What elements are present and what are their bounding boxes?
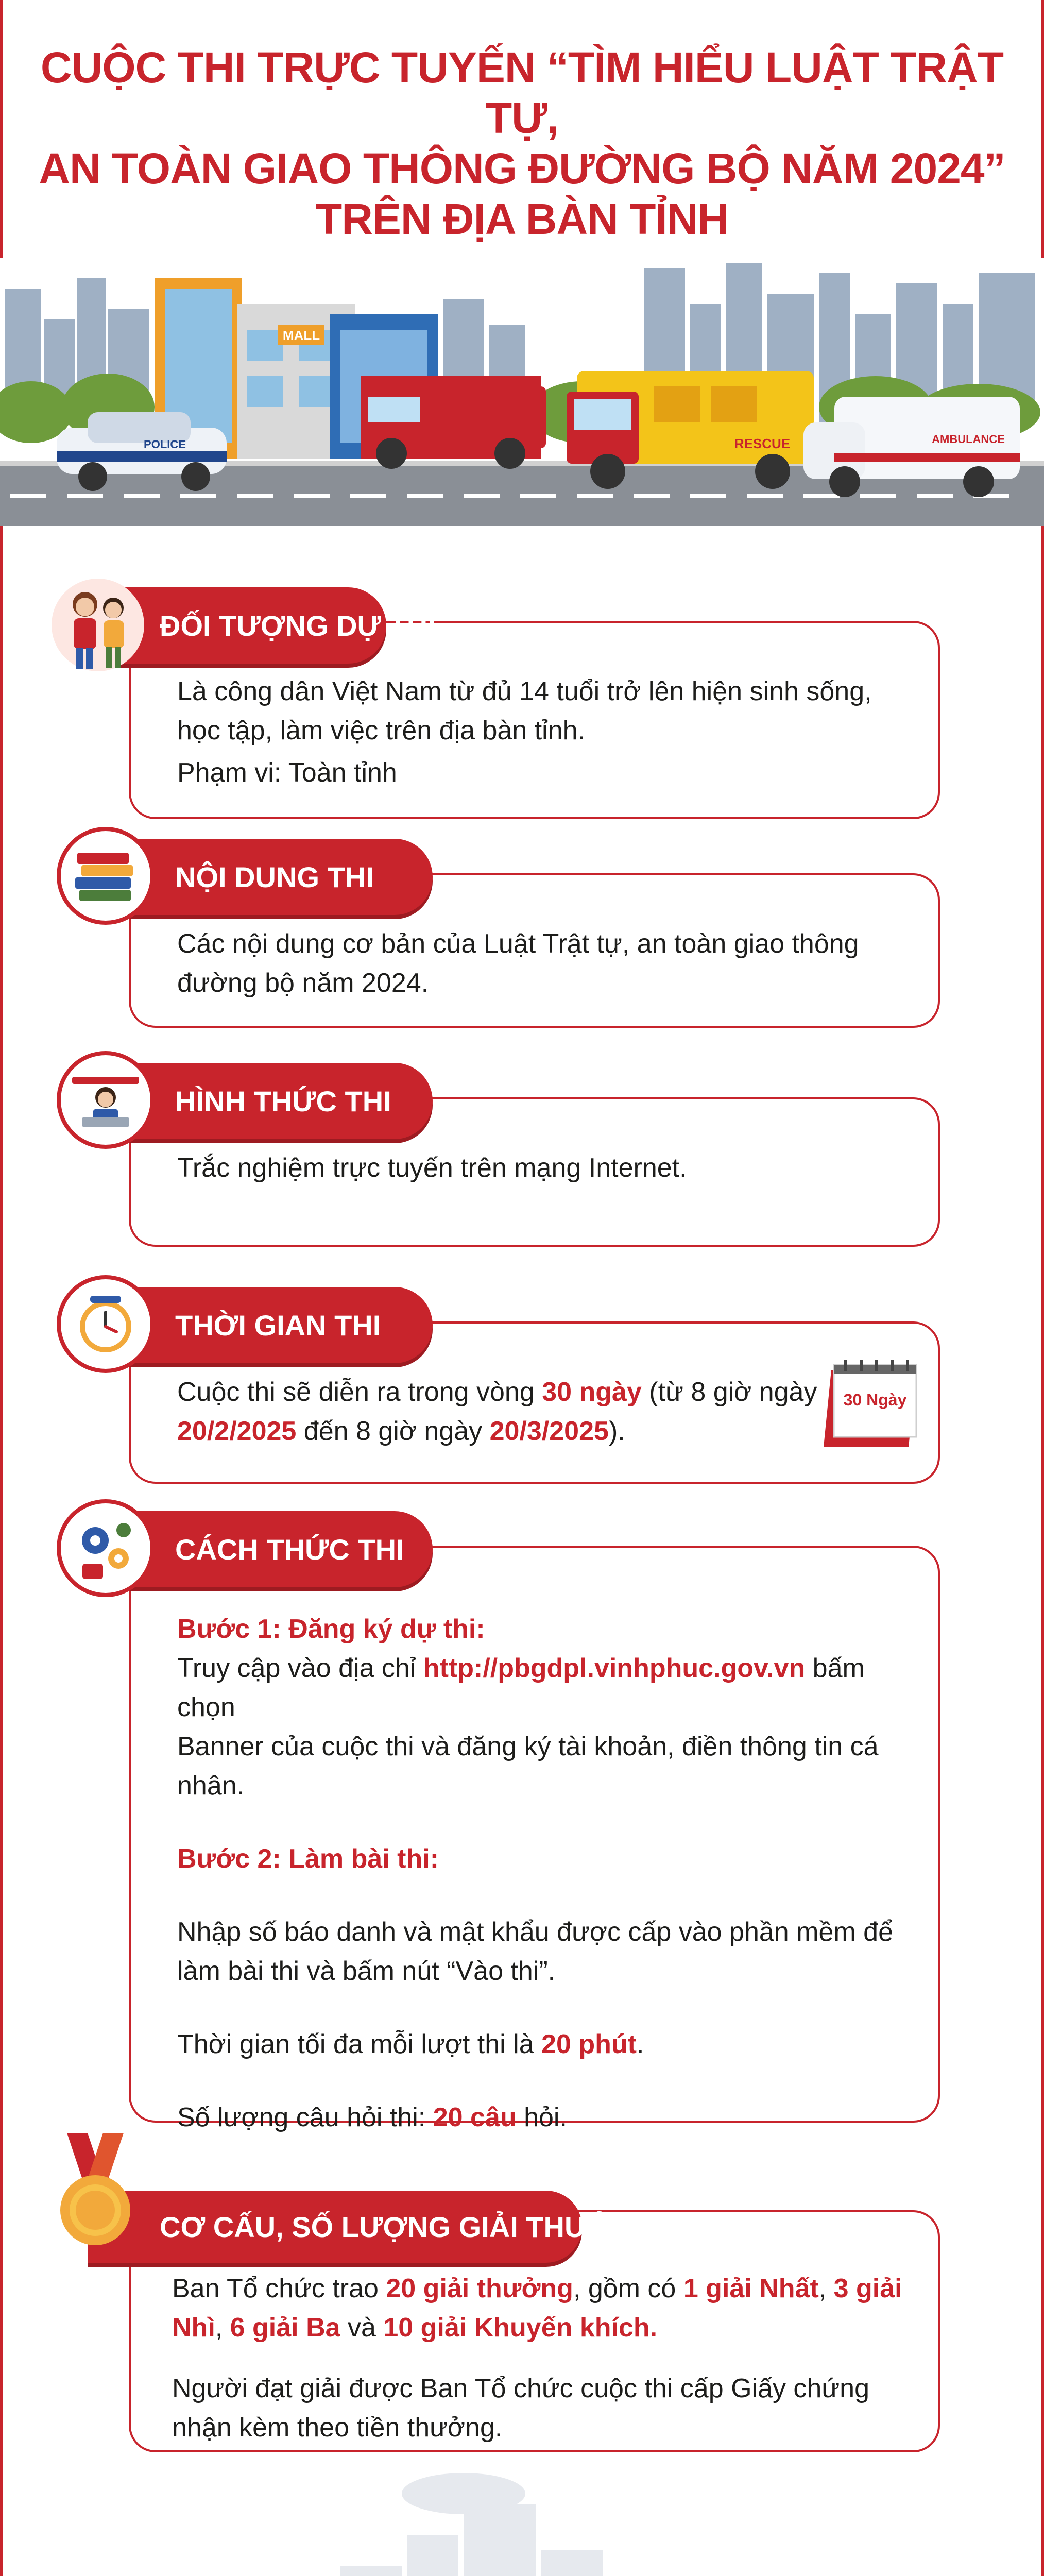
content-line-2: đường bộ năm 2024. [177, 968, 429, 998]
method-limit-pre: Thời gian tối đa mỗi lượt thi là [177, 2029, 542, 2059]
method-text [177, 1609, 909, 2137]
participants-text [177, 672, 938, 792]
content-heading-label: NỘI DUNG THI [175, 860, 374, 893]
time-end-date: 20/3/2025 [489, 1416, 609, 1446]
prizes-first: 1 giải Nhất [683, 2274, 819, 2303]
participants-heading-label: ĐỐI TƯỢNG DỰ THI [160, 609, 436, 642]
prizes-third: 6 giải Ba [230, 2313, 340, 2343]
prizes-total: 20 giải thưởng [386, 2274, 573, 2303]
participants-line-2: học tập, làm việc trên địa bàn tỉnh. [177, 716, 586, 745]
format-line-1: Trắc nghiệm trực tuyến trên mạng Internet. [177, 1153, 687, 1183]
format-heading-label: HÌNH THỨC THI [175, 1084, 391, 1117]
page-title [31, 42, 1013, 244]
time-line-2 [177, 1412, 821, 1451]
prizes-second-b: Nhì [172, 2313, 215, 2343]
method-count-pre: Số lượng câu hỏi thi: [177, 2103, 433, 2132]
prizes-mid: , gồm có [573, 2274, 683, 2303]
prizes-second-a: 3 giải [833, 2274, 902, 2303]
books-icon [57, 827, 155, 925]
city-traffic-illustration [0, 258, 1044, 526]
method-step1-url[interactable]: http://pbgdpl.vinhphuc.gov.vn [423, 1653, 806, 1683]
method-step1-title: Bước 1: Đăng ký dự thi: [177, 1614, 485, 1644]
emergency-vehicles-illustration [0, 2473, 1044, 2576]
prizes-line-1 [172, 2269, 903, 2308]
content-text [177, 924, 938, 1003]
prizes-encourage: 10 giải Khuyến khích. [383, 2313, 658, 2343]
time-pre: Cuộc thi sẽ diễn ra trong vòng [177, 1377, 542, 1407]
time-line-1 [177, 1372, 821, 1412]
method-limit-value: 20 phút [541, 2029, 637, 2059]
participants-scope: Phạm vi: Toàn tỉnh [177, 758, 397, 788]
method-count-post: hỏi. [516, 2103, 567, 2132]
method-step1-line-1 [177, 1649, 909, 1727]
method-step2-line-1: Nhập số báo danh và mật khẩu được cấp vào phần mềm để [177, 1917, 893, 1947]
content-line-1: Các nội dung cơ bản của Luật Trật tự, an toàn giao thông [177, 929, 859, 959]
time-heading-label: THỜI GIAN THI [175, 1309, 381, 1342]
method-step1-post: bấm chọn [177, 1653, 865, 1722]
people-icon [49, 576, 147, 674]
calendar-icon [821, 1354, 924, 1452]
ambulance-sign: AMBULANCE [932, 433, 1005, 446]
bottom-skyline [340, 2473, 664, 2576]
prizes-heading [88, 2191, 657, 2263]
method-time-limit [177, 2025, 909, 2064]
method-step2-title: Bước 2: Làm bài thi: [177, 1844, 439, 1874]
time-days: 30 ngày [542, 1377, 642, 1407]
method-card [129, 1546, 940, 2132]
process-icon [57, 1499, 155, 1597]
prizes-sep-2: , [215, 2313, 230, 2343]
title-line-1: CUỘC THI TRỰC TUYẾN “TÌM HIỂU LUẬT TRẬT TỰ, [40, 43, 1004, 142]
prizes-and: và [340, 2313, 384, 2343]
method-step1-line-2: Banner của cuộc thi và đăng ký tài khoản, điền thông tin cá [177, 1732, 879, 1761]
mall-sign: MALL [282, 328, 320, 343]
prizes-sep-1: , [818, 2274, 834, 2303]
prizes-heading-label: CƠ CẤU, SỐ LƯỢNG GIẢI THƯỞNG [160, 2210, 657, 2243]
time-post: ). [608, 1416, 625, 1446]
prizes-line-3: Người đạt giải được Ban Tổ chức cuộc thi cấp Giấy chứng [172, 2374, 870, 2403]
prizes-pre: Ban Tổ chức trao [172, 2274, 386, 2303]
calendar-label: 30 Ngày [843, 1391, 907, 1409]
prizes-line-2 [172, 2308, 903, 2347]
method-question-count [177, 2098, 909, 2137]
time-mid2: đến 8 giờ ngày [296, 1416, 490, 1446]
title-line-2: AN TOÀN GIAO THÔNG ĐƯỜNG BỘ NĂM 2024” [39, 144, 1005, 193]
format-text [177, 1148, 938, 1188]
prizes-text [172, 2269, 903, 2447]
computer-user-icon [57, 1051, 155, 1149]
method-step1-pre: Truy cập vào địa chỉ [177, 1653, 423, 1683]
method-step1-line-3: nhân. [177, 1771, 245, 1801]
method-count-value: 20 câu [433, 2103, 517, 2132]
method-limit-post: . [636, 2029, 644, 2059]
clock-icon [57, 1275, 155, 1373]
rescue-sign: RESCUE [734, 436, 791, 451]
title-line-3: TRÊN ĐỊA BÀN TỈNH [315, 195, 729, 243]
prizes-line-4: nhận kèm theo tiền thưởng. [172, 2413, 503, 2443]
participants-line-1: Là công dân Việt Nam từ đủ 14 tuổi trở lên hiện sinh sống, [177, 676, 872, 706]
medal-icon [57, 2133, 134, 2257]
time-mid: (từ 8 giờ ngày [641, 1377, 817, 1407]
method-step2-line-2: làm bài thi và bấm nút “Vào thi”. [177, 1956, 556, 1986]
method-heading-label: CÁCH THỨC THI [175, 1533, 404, 1566]
police-sign: POLICE [144, 438, 186, 451]
time-start-date: 20/2/2025 [177, 1416, 297, 1446]
time-text [177, 1372, 821, 1451]
